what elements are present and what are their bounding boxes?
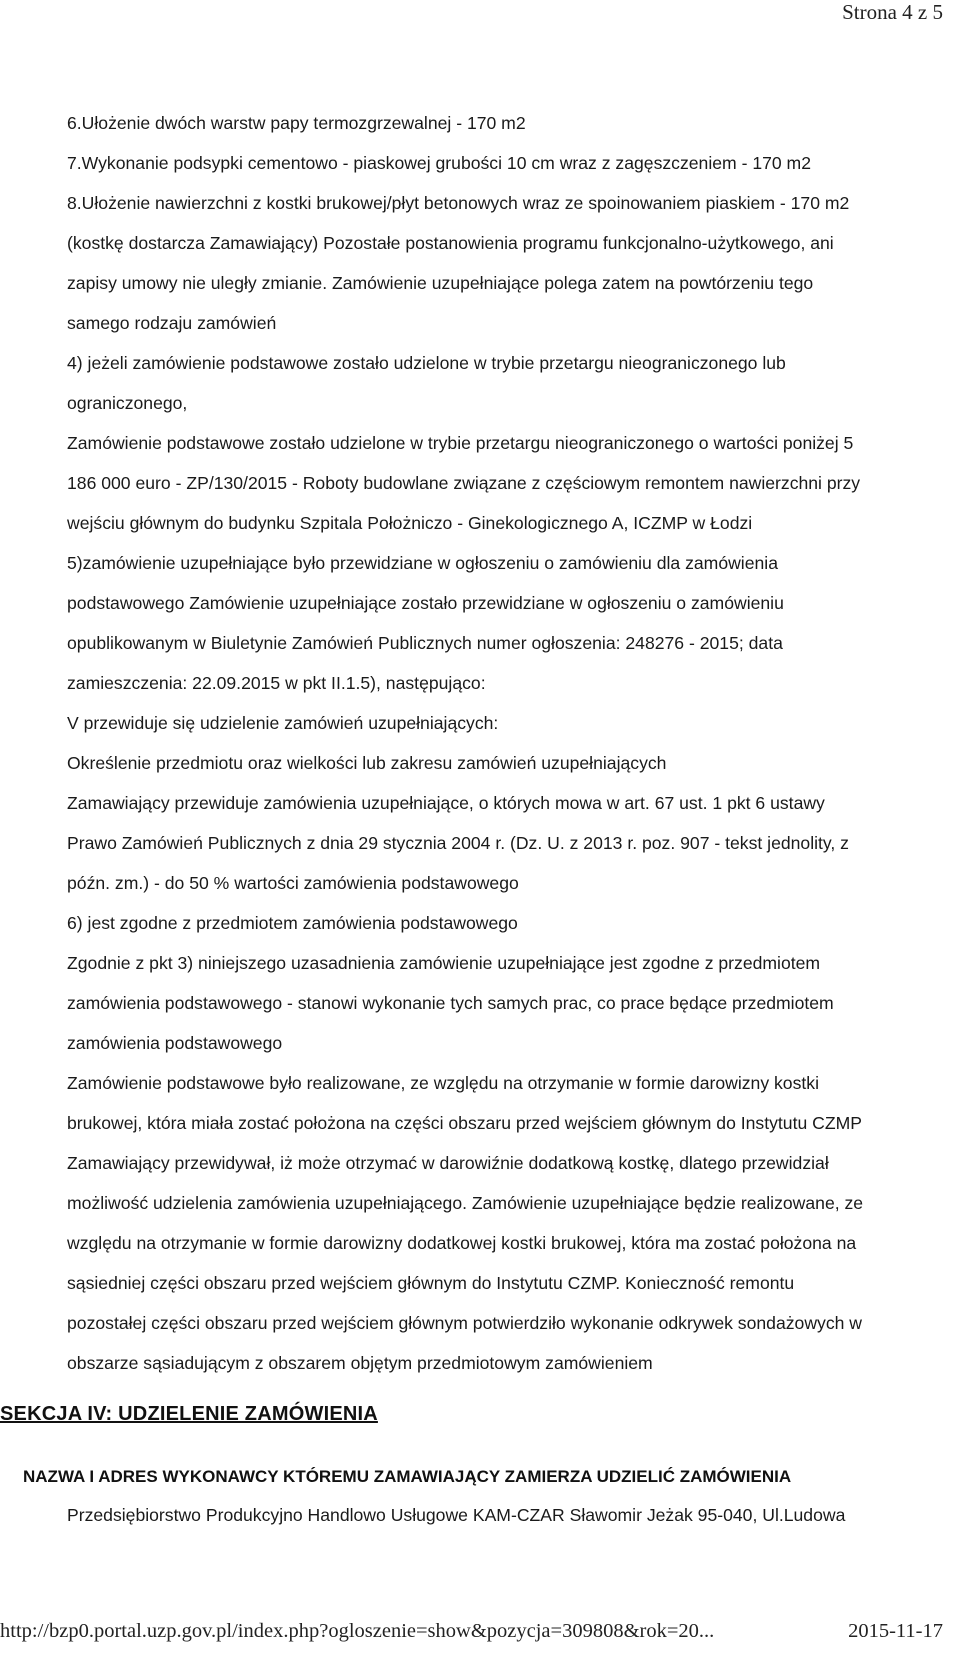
body-line: zamówienia podstawowego — [67, 1033, 283, 1053]
body-line: zamieszczenia: 22.09.2015 w pkt II.1.5), następująco: — [67, 673, 486, 693]
body-line: opublikowanym w Biuletynie Zamówień Publicznych numer ogłoszenia: 248276 - 2015; data — [67, 633, 783, 653]
body-line: 8.Ułożenie nawierzchni z kostki brukowej/płyt betonowych wraz ze spoinowaniem piaskiem - 170 m2 — [67, 193, 850, 213]
body-line: Określenie przedmiotu oraz wielkości lub zakresu zamówień uzupełniających — [67, 753, 667, 773]
body-line: podstawowego Zamówienie uzupełniające zostało przewidziane w ogłoszeniu o zamówieniu — [67, 593, 784, 613]
contractor-name-address: Przedsiębiorstwo Produkcyjno Handlowo Usługowe KAM-CZAR Sławomir Jeżak 95-040, Ul.Ludowa — [67, 1505, 846, 1525]
body-line: 6.Ułożenie dwóch warstw papy termozgrzewalnej - 170 m2 — [67, 113, 526, 133]
body-line: zamówienia podstawowego - stanowi wykonanie tych samych prac, co prace będące przedmiotem — [67, 993, 834, 1013]
body-line: wejściu głównym do budynku Szpitala Położniczo - Ginekologicznego A, ICZMP w Łodzi — [67, 513, 753, 533]
body-line: późn. zm.) - do 50 % wartości zamówienia podstawowego — [67, 873, 519, 893]
body-line: Zgodnie z pkt 3) niniejszego uzasadnienia zamówienie uzupełniające jest zgodne z przedmiotem — [67, 953, 821, 973]
body-line: obszarze sąsiadującym z obszarem objętym przedmiotowym zamówieniem — [67, 1353, 653, 1373]
body-line: 5)zamówienie uzupełniające było przewidziane w ogłoszeniu o zamówieniu dla zamówienia — [67, 553, 778, 573]
page-number: Strona 4 z 5 — [842, 0, 943, 24]
section-title: SEKCJA IV: UDZIELENIE ZAMÓWIENIA — [0, 1403, 378, 1425]
body-line: względu na otrzymanie w formie darowizny dodatkowej kostki brukowej, która ma zostać położona na — [67, 1233, 857, 1253]
document-body — [67, 103, 947, 1383]
body-line: możliwość udzielenia zamówienia uzupełniającego. Zamówienie uzupełniające będzie realizowane, ze — [67, 1193, 864, 1213]
contractor-heading: NAZWA I ADRES WYKONAWCY KTÓREMU ZAMAWIAJĄCY ZAMIERZA UDZIELIĆ ZAMÓWIENIA — [23, 1467, 792, 1486]
body-line: 186 000 euro - ZP/130/2015 - Roboty budowlane związane z częściowym remontem nawierzchni przy — [67, 473, 861, 493]
body-line: 4) jeżeli zamówienie podstawowe zostało udzielone w trybie przetargu nieograniczonego lub — [67, 353, 786, 373]
body-line: brukowej, która miała zostać położona na części obszaru przed wejściem głównym do Instytutu CZMP — [67, 1113, 862, 1133]
body-line: 6) jest zgodne z przedmiotem zamówienia podstawowego — [67, 913, 518, 933]
body-line: pozostałej części obszaru przed wejściem głównym potwierdziło wykonanie odkrywek sondażowych w — [67, 1313, 863, 1333]
body-line: 7.Wykonanie podsypki cementowo - piaskowej grubości 10 cm wraz z zagęszczeniem - 170 m2 — [67, 153, 811, 173]
body-line: Zamawiający przewiduje zamówienia uzupełniające, o których mowa w art. 67 ust. 1 pkt 6 ustawy — [67, 793, 825, 813]
body-line: Zamawiający przewidywał, iż może otrzymać w darowiźnie dodatkową kostkę, dlatego przewidział — [67, 1153, 829, 1173]
body-line: ograniczonego, — [67, 393, 188, 413]
body-line: V przewiduje się udzielenie zamówień uzupełniających: — [67, 713, 499, 733]
body-line: Zamówienie podstawowe zostało udzielone w trybie przetargu nieograniczonego o wartości poniżej 5 — [67, 433, 854, 453]
footer-date: 2015-11-17 — [848, 1620, 943, 1642]
body-line: (kostkę dostarcza Zamawiający) Pozostałe postanowienia programu funkcjonalno-użytkowego, ani — [67, 233, 834, 253]
footer-url: http://bzp0.portal.uzp.gov.pl/index.php?ogloszenie=show&pozycja=309808&rok=20... — [0, 1620, 715, 1642]
body-line: sąsiedniej części obszaru przed wejściem głównym do Instytutu CZMP. Konieczność remontu — [67, 1273, 795, 1293]
body-line: zapisy umowy nie uległy zmianie. Zamówienie uzupełniające polega zatem na powtórzeniu tego — [67, 273, 814, 293]
body-line: samego rodzaju zamówień — [67, 313, 277, 333]
body-line: Prawo Zamówień Publicznych z dnia 29 stycznia 2004 r. (Dz. U. z 2013 r. poz. 907 - tekst jednolity, z — [67, 833, 849, 853]
body-line: Zamówienie podstawowe było realizowane, ze względu na otrzymanie w formie darowizny kostki — [67, 1073, 819, 1093]
